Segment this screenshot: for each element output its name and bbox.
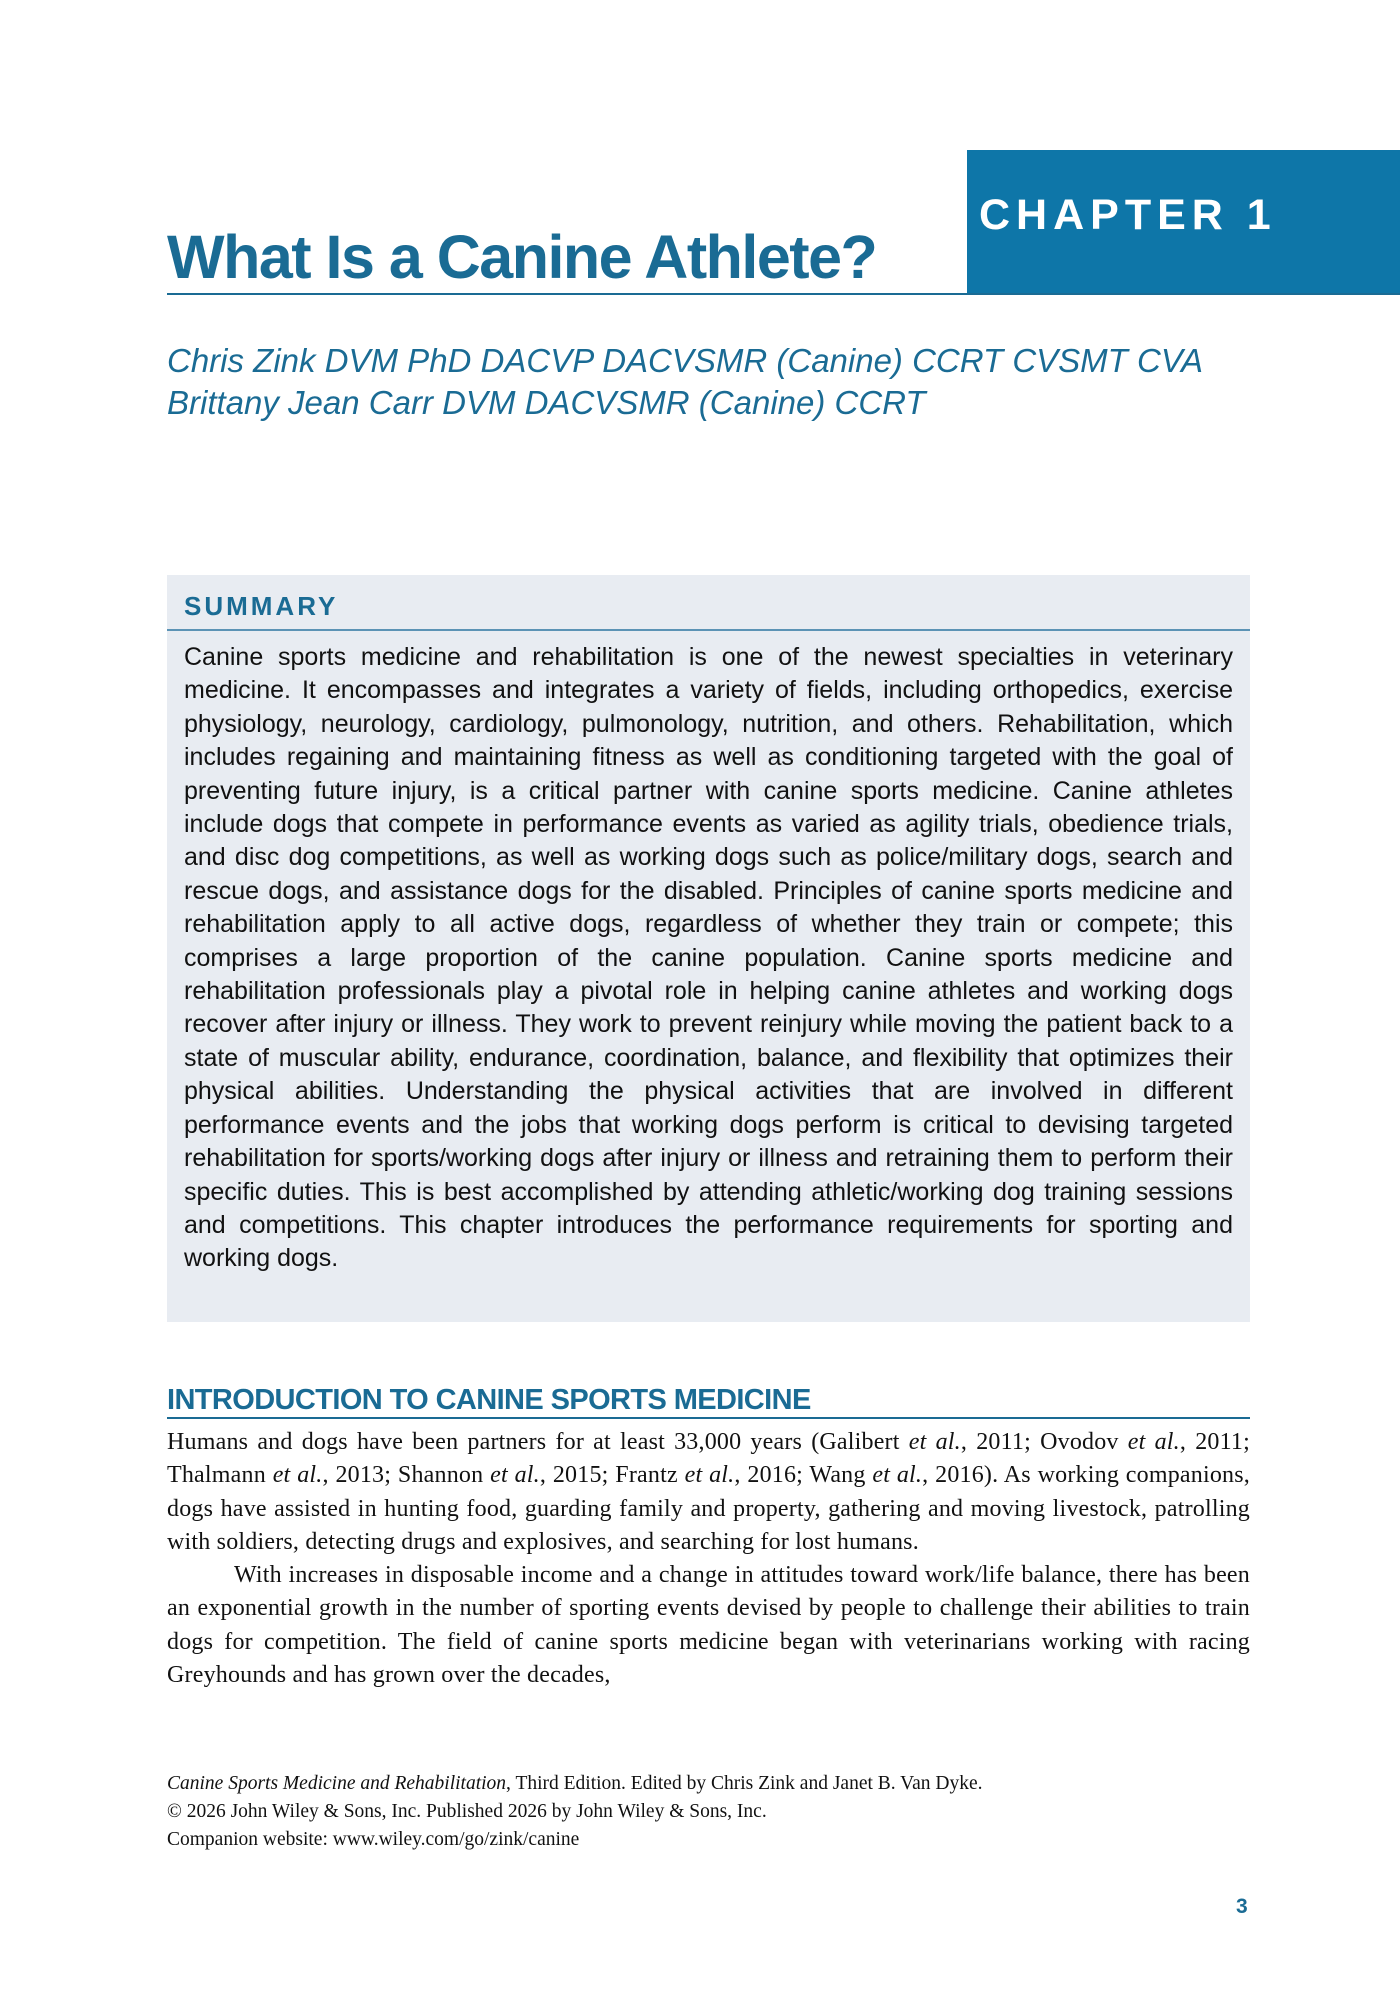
copyright-footer [167,1770,982,1854]
edition-text: , Third Edition. Edited by Chris Zink and Janet B. Van Dyke. [506,1773,983,1794]
body-paragraph [167,1426,1250,1559]
section-rule [167,1417,1250,1419]
body-paragraph: With increases in disposable income and a change in attitudes toward work/life balance, there has been an exponential growth in the number of sporting events devised by people to challenge their abilities to train dogs for competition. The field of canine sports medicine began with veterinarians working with racing Greyhounds and has grown over the decades, [167,1562,1250,1689]
author-line: Chris Zink DVM PhD DACVP DACVSMR (Canine) CCRT CVSMT CVA [167,342,1204,379]
summary-rule [167,629,1250,631]
text-run: , 2015; Frantz [539,1462,685,1489]
et-al: et al. [490,1462,540,1489]
chapter-title: What Is a Canine Athlete? [167,223,877,291]
text-run: Humans and dogs have been partners for at least 33,000 years (Galibert [167,1429,909,1455]
author-list [167,340,1203,424]
text-run: , 2011; Ovodov [960,1429,1128,1455]
companion-website: Companion website: www.wiley.com/go/zink/canine [167,1829,580,1850]
text-run: , 2013; Shannon [322,1462,491,1489]
summary-text: Canine sports medicine and rehabilitation is one of the newest specialties in veterinary medicine. It encompasses and integrates a variety of fields, including orthopedics, exercise physiology, neurology, cardiology, pulmonology, nutrition, and others. Rehabilitation, which includes regaining and maintaining fitness as well as conditioning targeted with the goal of preventing future injury, is a critical partner with canine sports medicine. Canine athletes include dogs that compete in performance events as varied as agility trials, obedience trials, and disc dog competitions, as well as working dogs such as police/military dogs, search and rescue dogs, and assistance dogs for the disabled. Principles of canine sports medicine and rehabilitation apply to all active dogs, regardless of whether they train or compete; this comprises a large proportion of the canine population. Canine sports medicine and rehabilitation professionals play a pivotal role in helping canine athletes and working dogs recover after injury or illness. They work to prevent reinjury while moving the patient back to a state of muscular ability, endurance, coordination, balance, and flexibility that optimizes their physical abilities. Understanding the physical activities that are involved in different performance events and the jobs that working dogs perform is critical to devising targeted rehabilitation for sports/working dogs after injury or illness and retraining them to perform their specific duties. This is best accomplished by attending athletic/working dog training sessions and competitions. This chapter introduces the performance requirements for sporting and working dogs. [184,643,1233,1273]
et-al: et al. [1127,1429,1180,1455]
page-number: 3 [1236,1895,1248,1918]
et-al: et al. [684,1462,735,1489]
book-title: Canine Sports Medicine and Rehabilitation [167,1773,507,1794]
text-run: , 2016). As working companions, dogs have assisted in hunting food, guarding family and property, gathering and moving livestock, patrolling with soldiers, detecting drugs and explosives, and searching for lost humans. [167,1462,1250,1555]
summary-heading: SUMMARY [184,591,339,621]
summary-box [167,575,1250,1322]
text-run: , 2016; Wang [734,1462,873,1489]
title-rule [167,293,1400,295]
et-al: et al. [908,1429,961,1455]
body-text [167,1426,1250,1692]
copyright-line: © 2026 John Wiley & Sons, Inc. Published 2026 by John Wiley & Sons, Inc. [167,1801,767,1822]
et-al: et al. [872,1462,923,1489]
chapter-label: CHAPTER 1 [979,191,1277,239]
author-line: Brittany Jean Carr DVM DACVSMR (Canine) CCRT [167,384,926,421]
section-heading: INTRODUCTION TO CANINE SPORTS MEDICINE [167,1384,811,1416]
text-run: , 2011; Thalmann [167,1429,1250,1489]
et-al: et al. [272,1462,323,1489]
edition-line [167,1770,982,1798]
